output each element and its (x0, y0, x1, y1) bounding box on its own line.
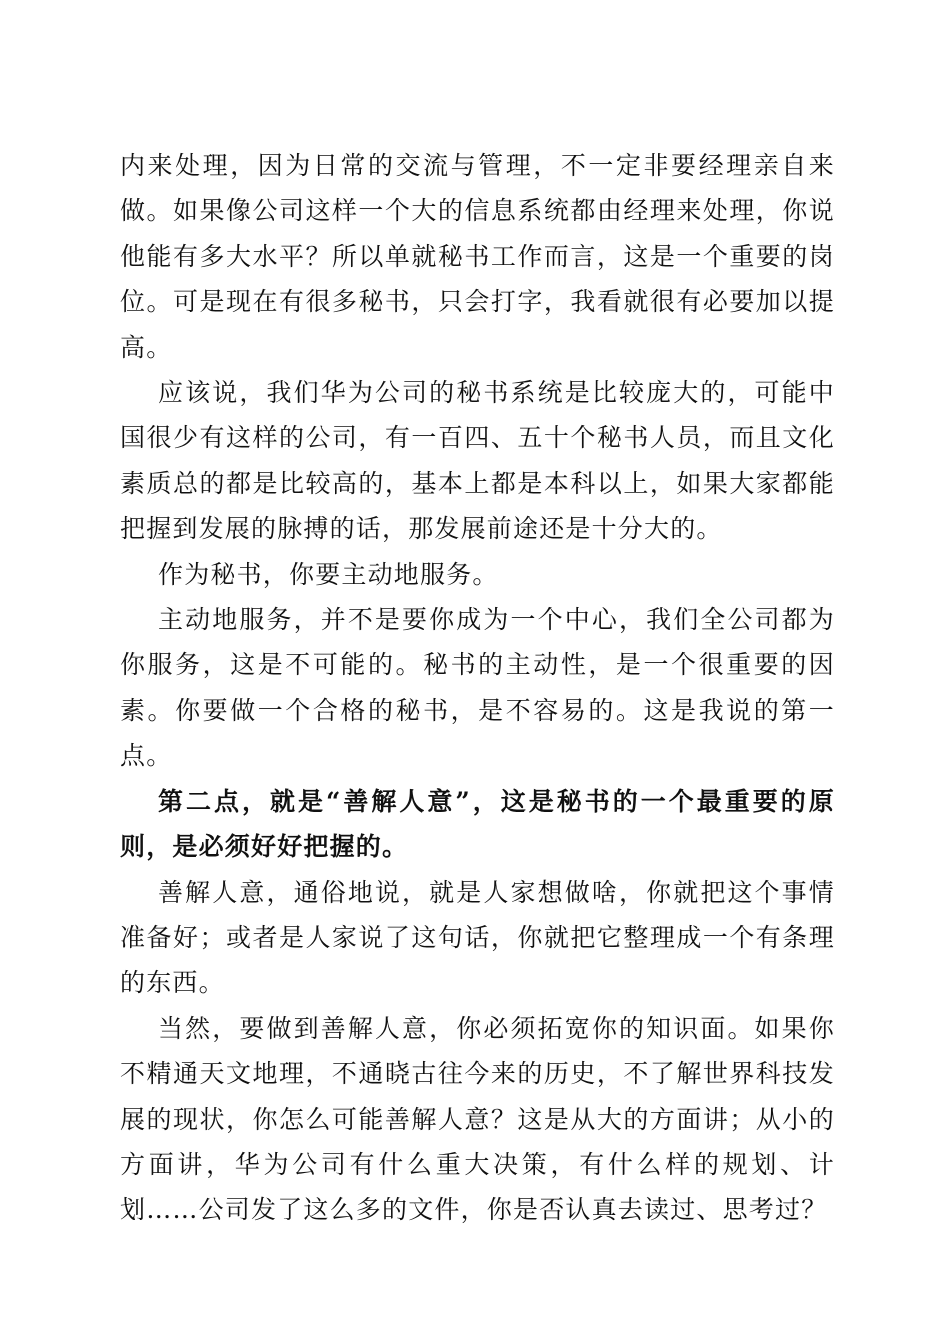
document-page (120, 143, 835, 1233)
paragraph-3: 作为秘书，你要主动地服务。 (158, 559, 499, 589)
paragraph-2: 应该说，我们华为公司的秘书系统是比较庞大的，可能中国很少有这样的公司，有一百四、五十个秘书人员，而且文化素质总的都是比较高的，基本上都是本科以上，如果大家都能把握到发展的脉搏的话，那发展前途还是十分大的。 (120, 378, 835, 544)
paragraph-7: 当然，要做到善解人意，你必须拓宽你的知识面。如果你不精通天文地理，不通晓古往今来的历史，不了解世界科技发展的现状，你怎么可能善解人意？这是从大的方面讲；从小的方面讲，华为公司有什么重大决策，有什么样的规划、计划……公司发了这么多的文件，你是否认真去读过、思考过？ (120, 1013, 835, 1225)
paragraph-6: 善解人意，通俗地说，就是人家想做啥，你就把这个事情准备好；或者是人家说了这句话，你就把它整理成一个有条理的东西。 (120, 877, 835, 998)
paragraph-5-bold: 第二点，就是“善解人意”，这是秘书的一个最重要的原则，是必须好好把握的。 (120, 786, 835, 862)
paragraph-4: 主动地服务，并不是要你成为一个中心，我们全公司都为你服务，这是不可能的。秘书的主动性，是一个很重要的因素。你要做一个合格的秘书，是不容易的。这是我说的第一点。 (120, 605, 835, 771)
paragraph-1: 内来处理，因为日常的交流与管理，不一定非要经理亲自来做。如果像公司这样一个大的信息系统都由经理来处理，你说他能有多大水平？所以单就秘书工作而言，这是一个重要的岗位。可是现在有很多秘书，只会打字，我看就很有必要加以提高。 (120, 151, 835, 362)
